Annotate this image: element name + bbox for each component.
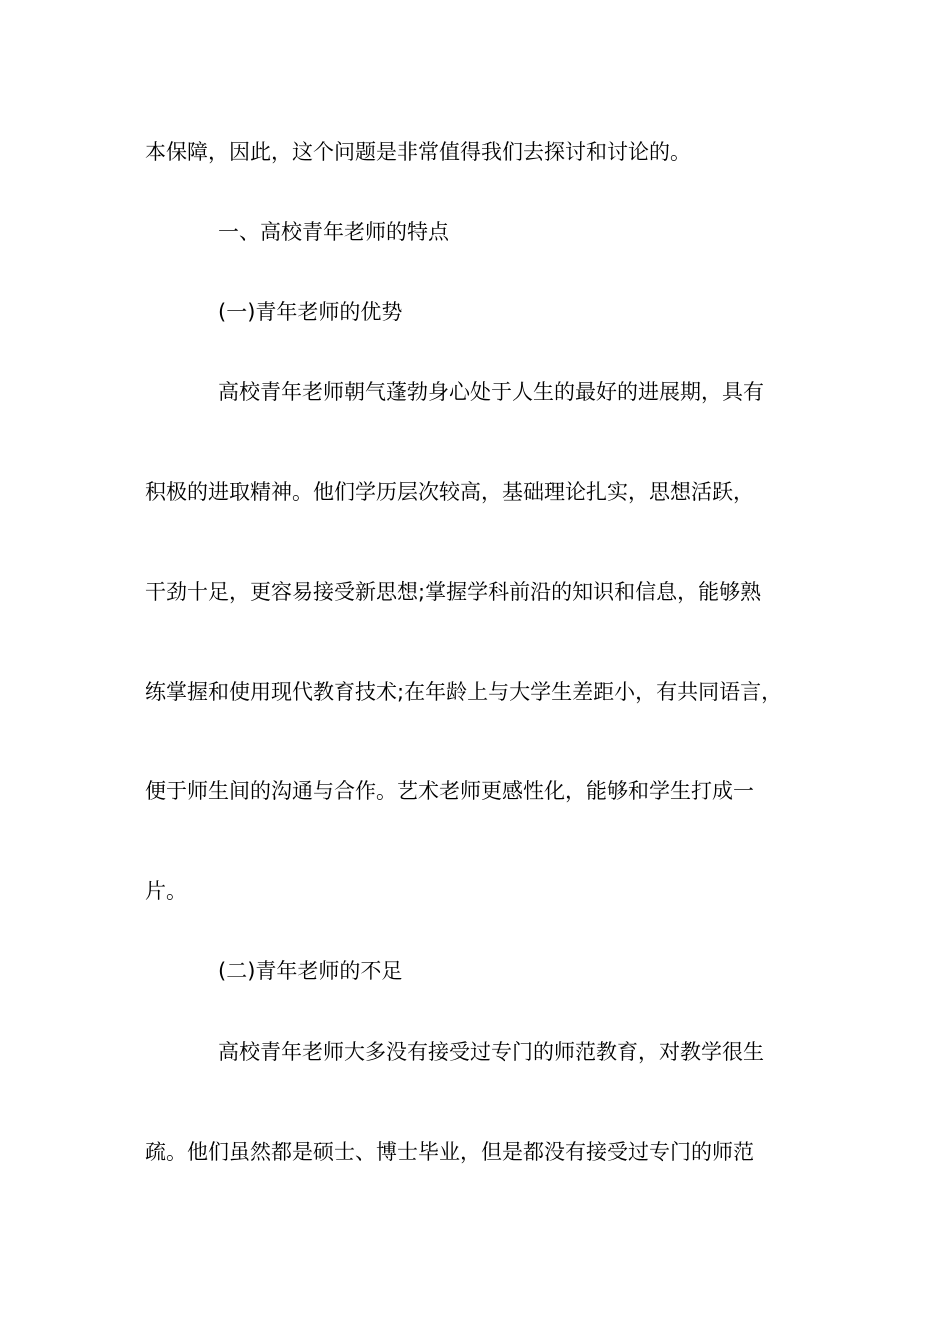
paragraph-line: 干劲十足，更容易接受新思想;掌握学科前沿的知识和信息，能够熟 [145, 580, 762, 604]
section-heading: 一、高校青年老师的特点 [218, 220, 449, 244]
paragraph-line: 疏。他们虽然都是硕士、博士毕业，但是都没有接受过专门的师范 [145, 1140, 754, 1164]
subsection-heading: (二)青年老师的不足 [218, 959, 403, 983]
paragraph-line: 高校青年老师朝气蓬勃身心处于人生的最好的进展期，具有 [218, 380, 764, 404]
paragraph-line: 便于师生间的沟通与合作。艺术老师更感性化，能够和学生打成一 [145, 779, 754, 803]
subsection-heading: (一)青年老师的优势 [218, 300, 403, 324]
paragraph-line: 练掌握和使用现代教育技术;在年龄上与大学生差距小，有共同语言， [145, 680, 783, 704]
paragraph-line: 高校青年老师大多没有接受过专门的师范教育，对教学很生 [218, 1040, 764, 1064]
paragraph-line: 片。 [145, 879, 187, 903]
paragraph-line: 本保障，因此，这个问题是非常值得我们去探讨和讨论的。 [145, 140, 691, 164]
paragraph-line: 积极的进取精神。他们学历层次较高，基础理论扎实，思想活跃， [145, 480, 754, 504]
